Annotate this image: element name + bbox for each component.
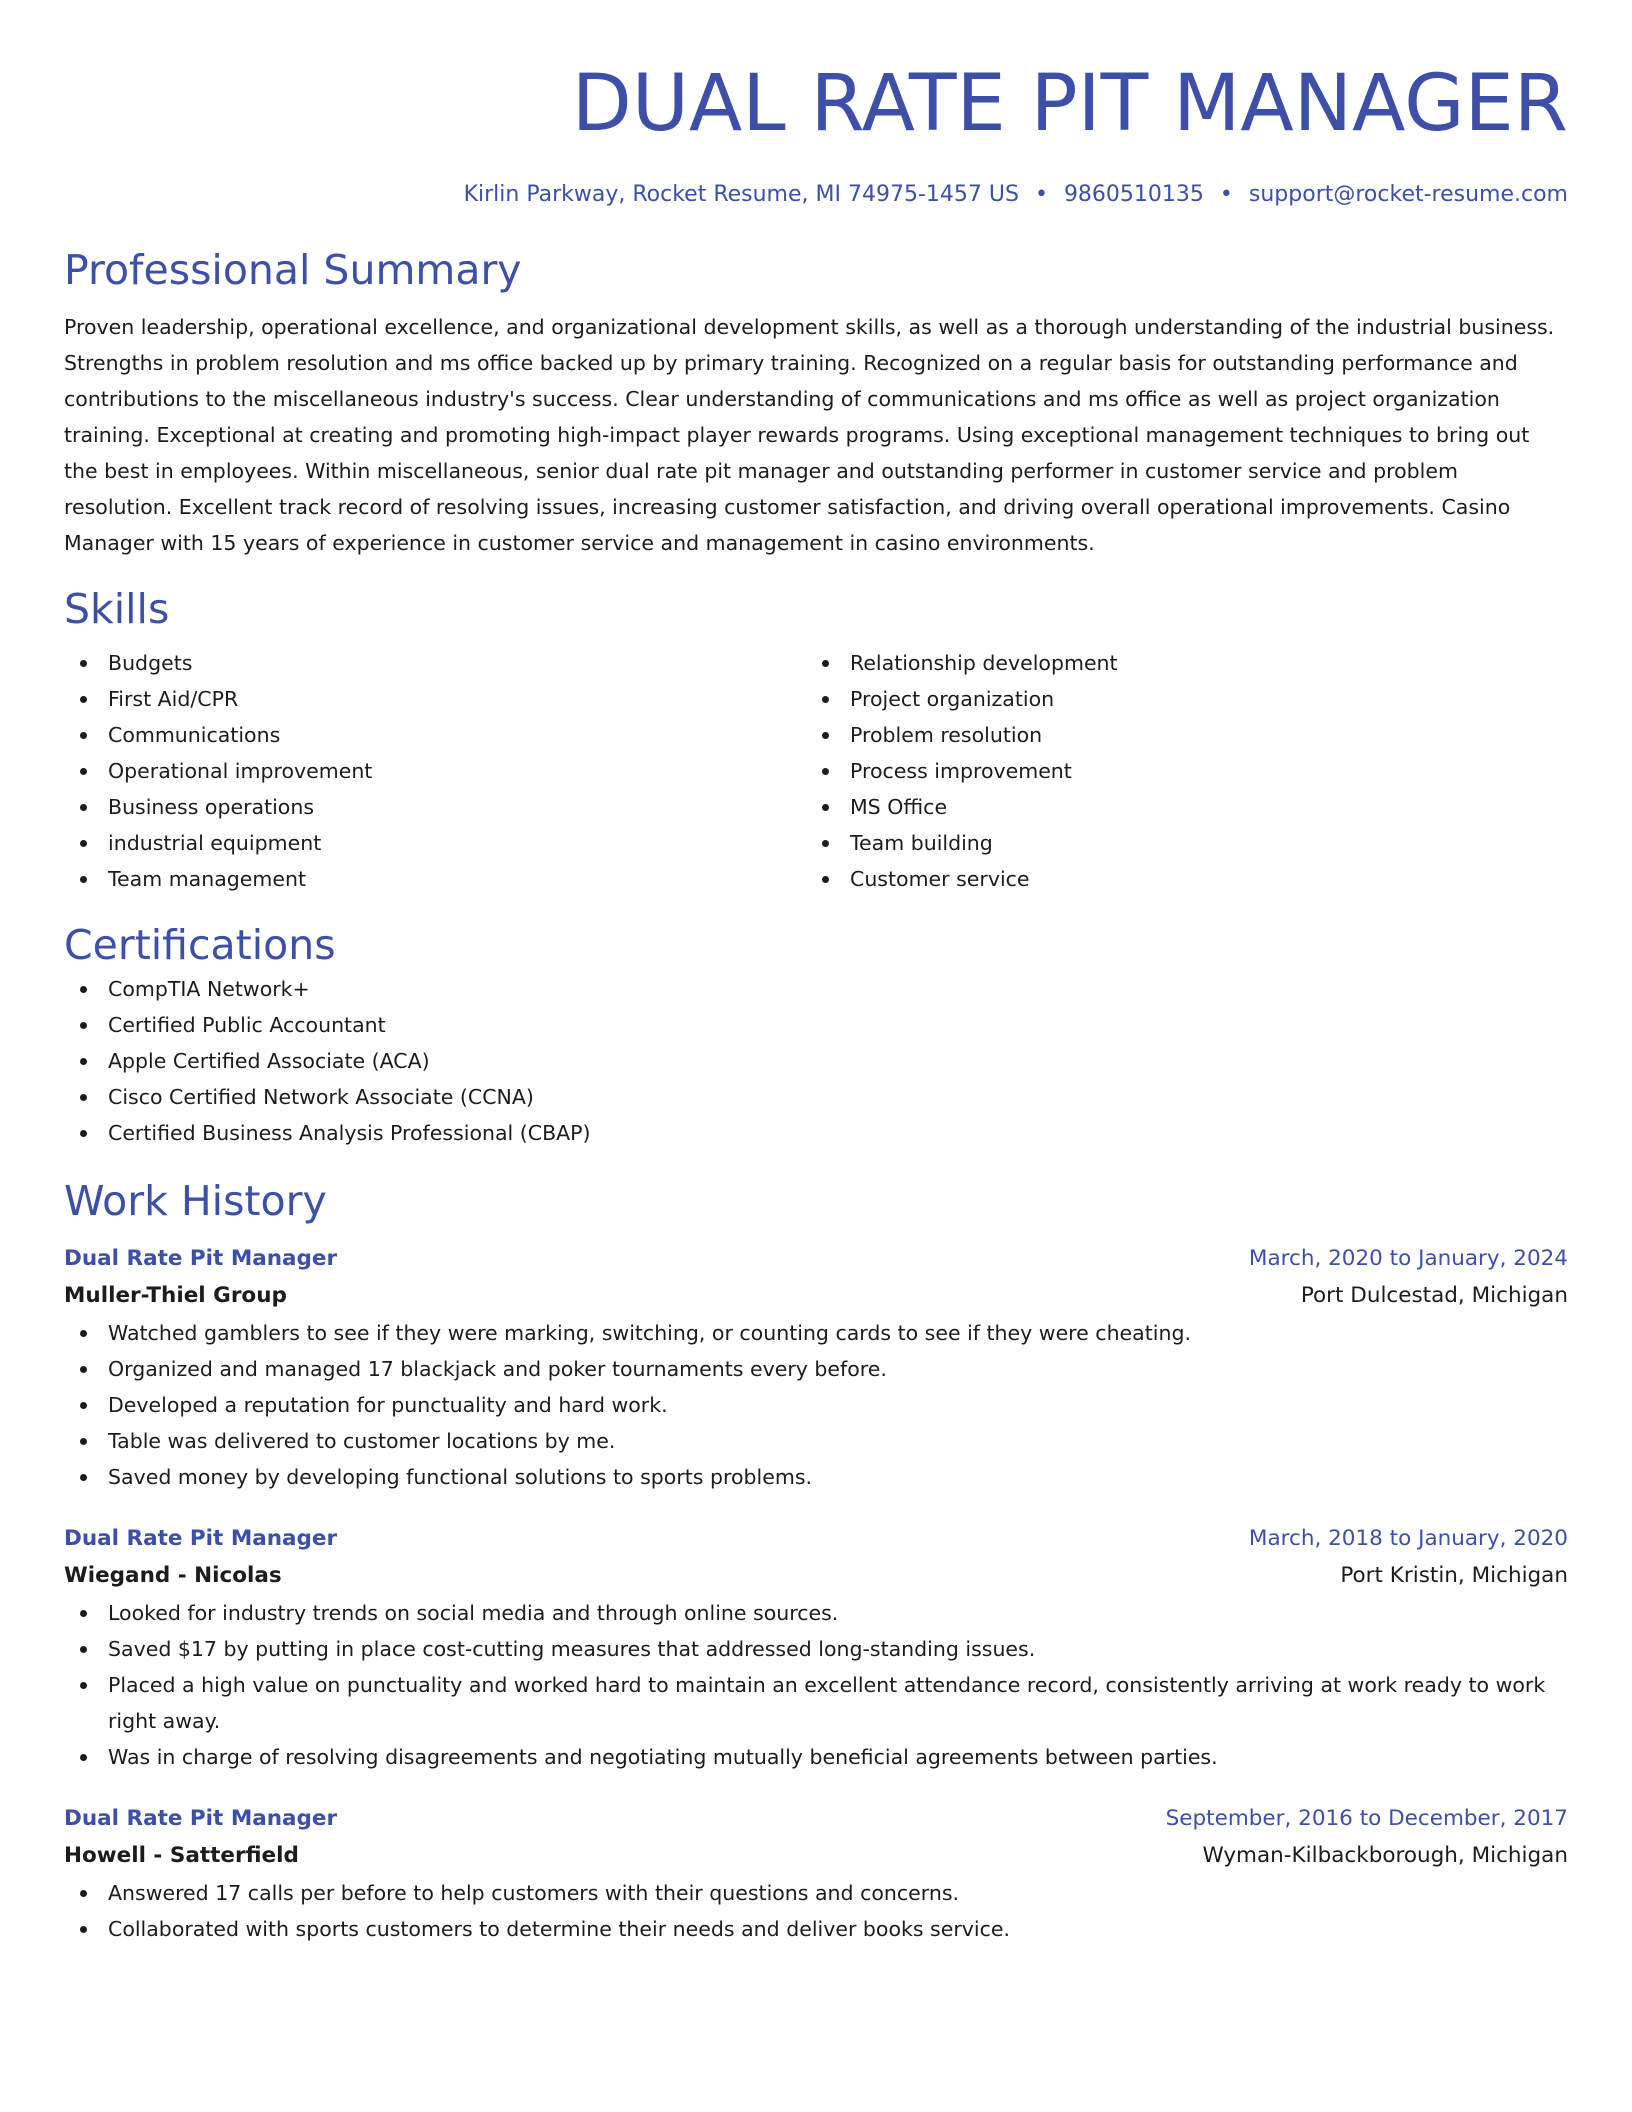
skill-item: Process improvement xyxy=(806,753,1548,789)
section-title-certifications: Certifications xyxy=(64,921,336,969)
job-bullet: Collaborated with sports customers to determine their needs and deliver books service. xyxy=(64,1911,1568,1947)
job-location: Wyman-Kilbackborough, Michigan xyxy=(1202,1843,1568,1868)
job-company: Wiegand - Nicolas xyxy=(64,1563,282,1588)
job-title: Dual Rate Pit Manager xyxy=(64,1246,338,1271)
job-subheader xyxy=(64,1837,1568,1875)
job-subheader xyxy=(64,1557,1568,1595)
skill-item: MS Office xyxy=(806,789,1548,825)
skill-item: Communications xyxy=(64,717,806,753)
job-company: Muller-Thiel Group xyxy=(64,1283,287,1308)
skills-grid xyxy=(64,645,1568,897)
job-location: Port Dulcestad, Michigan xyxy=(1300,1283,1568,1308)
phone-link[interactable]: 9860510135 xyxy=(1063,182,1204,207)
separator-dot: • xyxy=(1219,182,1233,207)
job-dates: March, 2018 to January, 2020 xyxy=(1248,1526,1568,1551)
address: Kirlin Parkway, Rocket Resume, MI 74975-1457 US xyxy=(463,182,1019,207)
skills-column-right xyxy=(806,645,1548,897)
job-bullet: Saved $17 by putting in place cost-cutting measures that addressed long-standing issues. xyxy=(64,1631,1568,1667)
job-location: Port Kristin, Michigan xyxy=(1340,1563,1568,1588)
job-bullet: Answered 17 calls per before to help customers with their questions and concerns. xyxy=(64,1875,1568,1911)
job-subheader xyxy=(64,1277,1568,1315)
job-bullet: Organized and managed 17 blackjack and poker tournaments every before. xyxy=(64,1351,1568,1387)
job-title: Dual Rate Pit Manager xyxy=(64,1526,338,1551)
job-entry xyxy=(64,1521,1568,1775)
section-title-skills: Skills xyxy=(64,585,170,633)
job-header xyxy=(64,1801,1568,1837)
certification-item: Certified Public Accountant xyxy=(64,1007,1568,1043)
skill-item: Team management xyxy=(64,861,806,897)
job-header xyxy=(64,1241,1568,1277)
skills-column-left xyxy=(64,645,806,897)
certification-item: CompTIA Network+ xyxy=(64,971,1568,1007)
skills-list-left xyxy=(64,645,806,897)
skill-item: Business operations xyxy=(64,789,806,825)
skill-item: Operational improvement xyxy=(64,753,806,789)
job-title: Dual Rate Pit Manager xyxy=(64,1806,338,1831)
separator-dot: • xyxy=(1034,182,1048,207)
job-bullet: Was in charge of resolving disagreements and negotiating mutually beneficial agreements between parties. xyxy=(64,1739,1568,1775)
skill-item: Relationship development xyxy=(806,645,1548,681)
skill-item: Project organization xyxy=(806,681,1548,717)
job-entry xyxy=(64,1801,1568,1947)
skill-item: First Aid/CPR xyxy=(64,681,806,717)
skill-item: industrial equipment xyxy=(64,825,806,861)
job-bullet: Developed a reputation for punctuality and hard work. xyxy=(64,1387,1568,1423)
job-dates: March, 2020 to January, 2024 xyxy=(1248,1246,1568,1271)
contact-info xyxy=(64,180,1568,210)
certifications-list xyxy=(64,971,1568,1151)
section-title-summary: Professional Summary xyxy=(64,246,522,294)
job-bullet: Watched gamblers to see if they were marking, switching, or counting cards to see if they were cheating. xyxy=(64,1315,1568,1351)
job-entry xyxy=(64,1241,1568,1495)
job-bullet: Table was delivered to customer locations by me. xyxy=(64,1423,1568,1459)
email-link[interactable]: support@rocket-resume.com xyxy=(1248,182,1568,207)
skill-item: Team building xyxy=(806,825,1548,861)
job-bullets xyxy=(64,1595,1568,1775)
job-bullets xyxy=(64,1875,1568,1947)
job-header xyxy=(64,1521,1568,1557)
job-bullet: Placed a high value on punctuality and worked hard to maintain an excellent attendance record, consistently arriving at work ready to work right away. xyxy=(64,1667,1568,1739)
skill-item: Problem resolution xyxy=(806,717,1548,753)
job-bullet: Looked for industry trends on social media and through online sources. xyxy=(64,1595,1568,1631)
section-title-work-history: Work History xyxy=(64,1177,327,1225)
certification-item: Apple Certified Associate (ACA) xyxy=(64,1043,1568,1079)
certification-item: Certified Business Analysis Professional (CBAP) xyxy=(64,1115,1568,1151)
job-dates: September, 2016 to December, 2017 xyxy=(1165,1806,1568,1831)
summary-text: Proven leadership, operational excellence, and organizational development skills, as well as a thorough understanding of the industrial business. Strengths in problem resolution and ms office backed up by primary training. Recognized on a regular basis for outstanding performance and contributions to the miscellaneous industry's success. Clear understanding of communications and ms office as well as project organization training. Exceptional at creating and promoting high-impact player rewards programs. Using exceptional management techniques to bring out the best in employees. Within miscellaneous, senior dual rate pit manager and outstanding performer in customer service and problem resolution. Excellent track record of resolving issues, increasing customer satisfaction, and driving overall operational improvements. Casino Manager with 15 years of experience in customer service and management in casino environments. xyxy=(64,315,1555,555)
certification-item: Cisco Certified Network Associate (CCNA) xyxy=(64,1079,1568,1115)
job-bullets xyxy=(64,1315,1568,1495)
job-bullet: Saved money by developing functional solutions to sports problems. xyxy=(64,1459,1568,1495)
page-title: DUAL RATE PIT MANAGER xyxy=(571,59,1568,149)
skills-list-right xyxy=(806,645,1548,897)
resume-page xyxy=(64,0,1568,1947)
skill-item: Customer service xyxy=(806,861,1548,897)
skill-item: Budgets xyxy=(64,645,806,681)
job-company: Howell - Satterfield xyxy=(64,1843,299,1868)
